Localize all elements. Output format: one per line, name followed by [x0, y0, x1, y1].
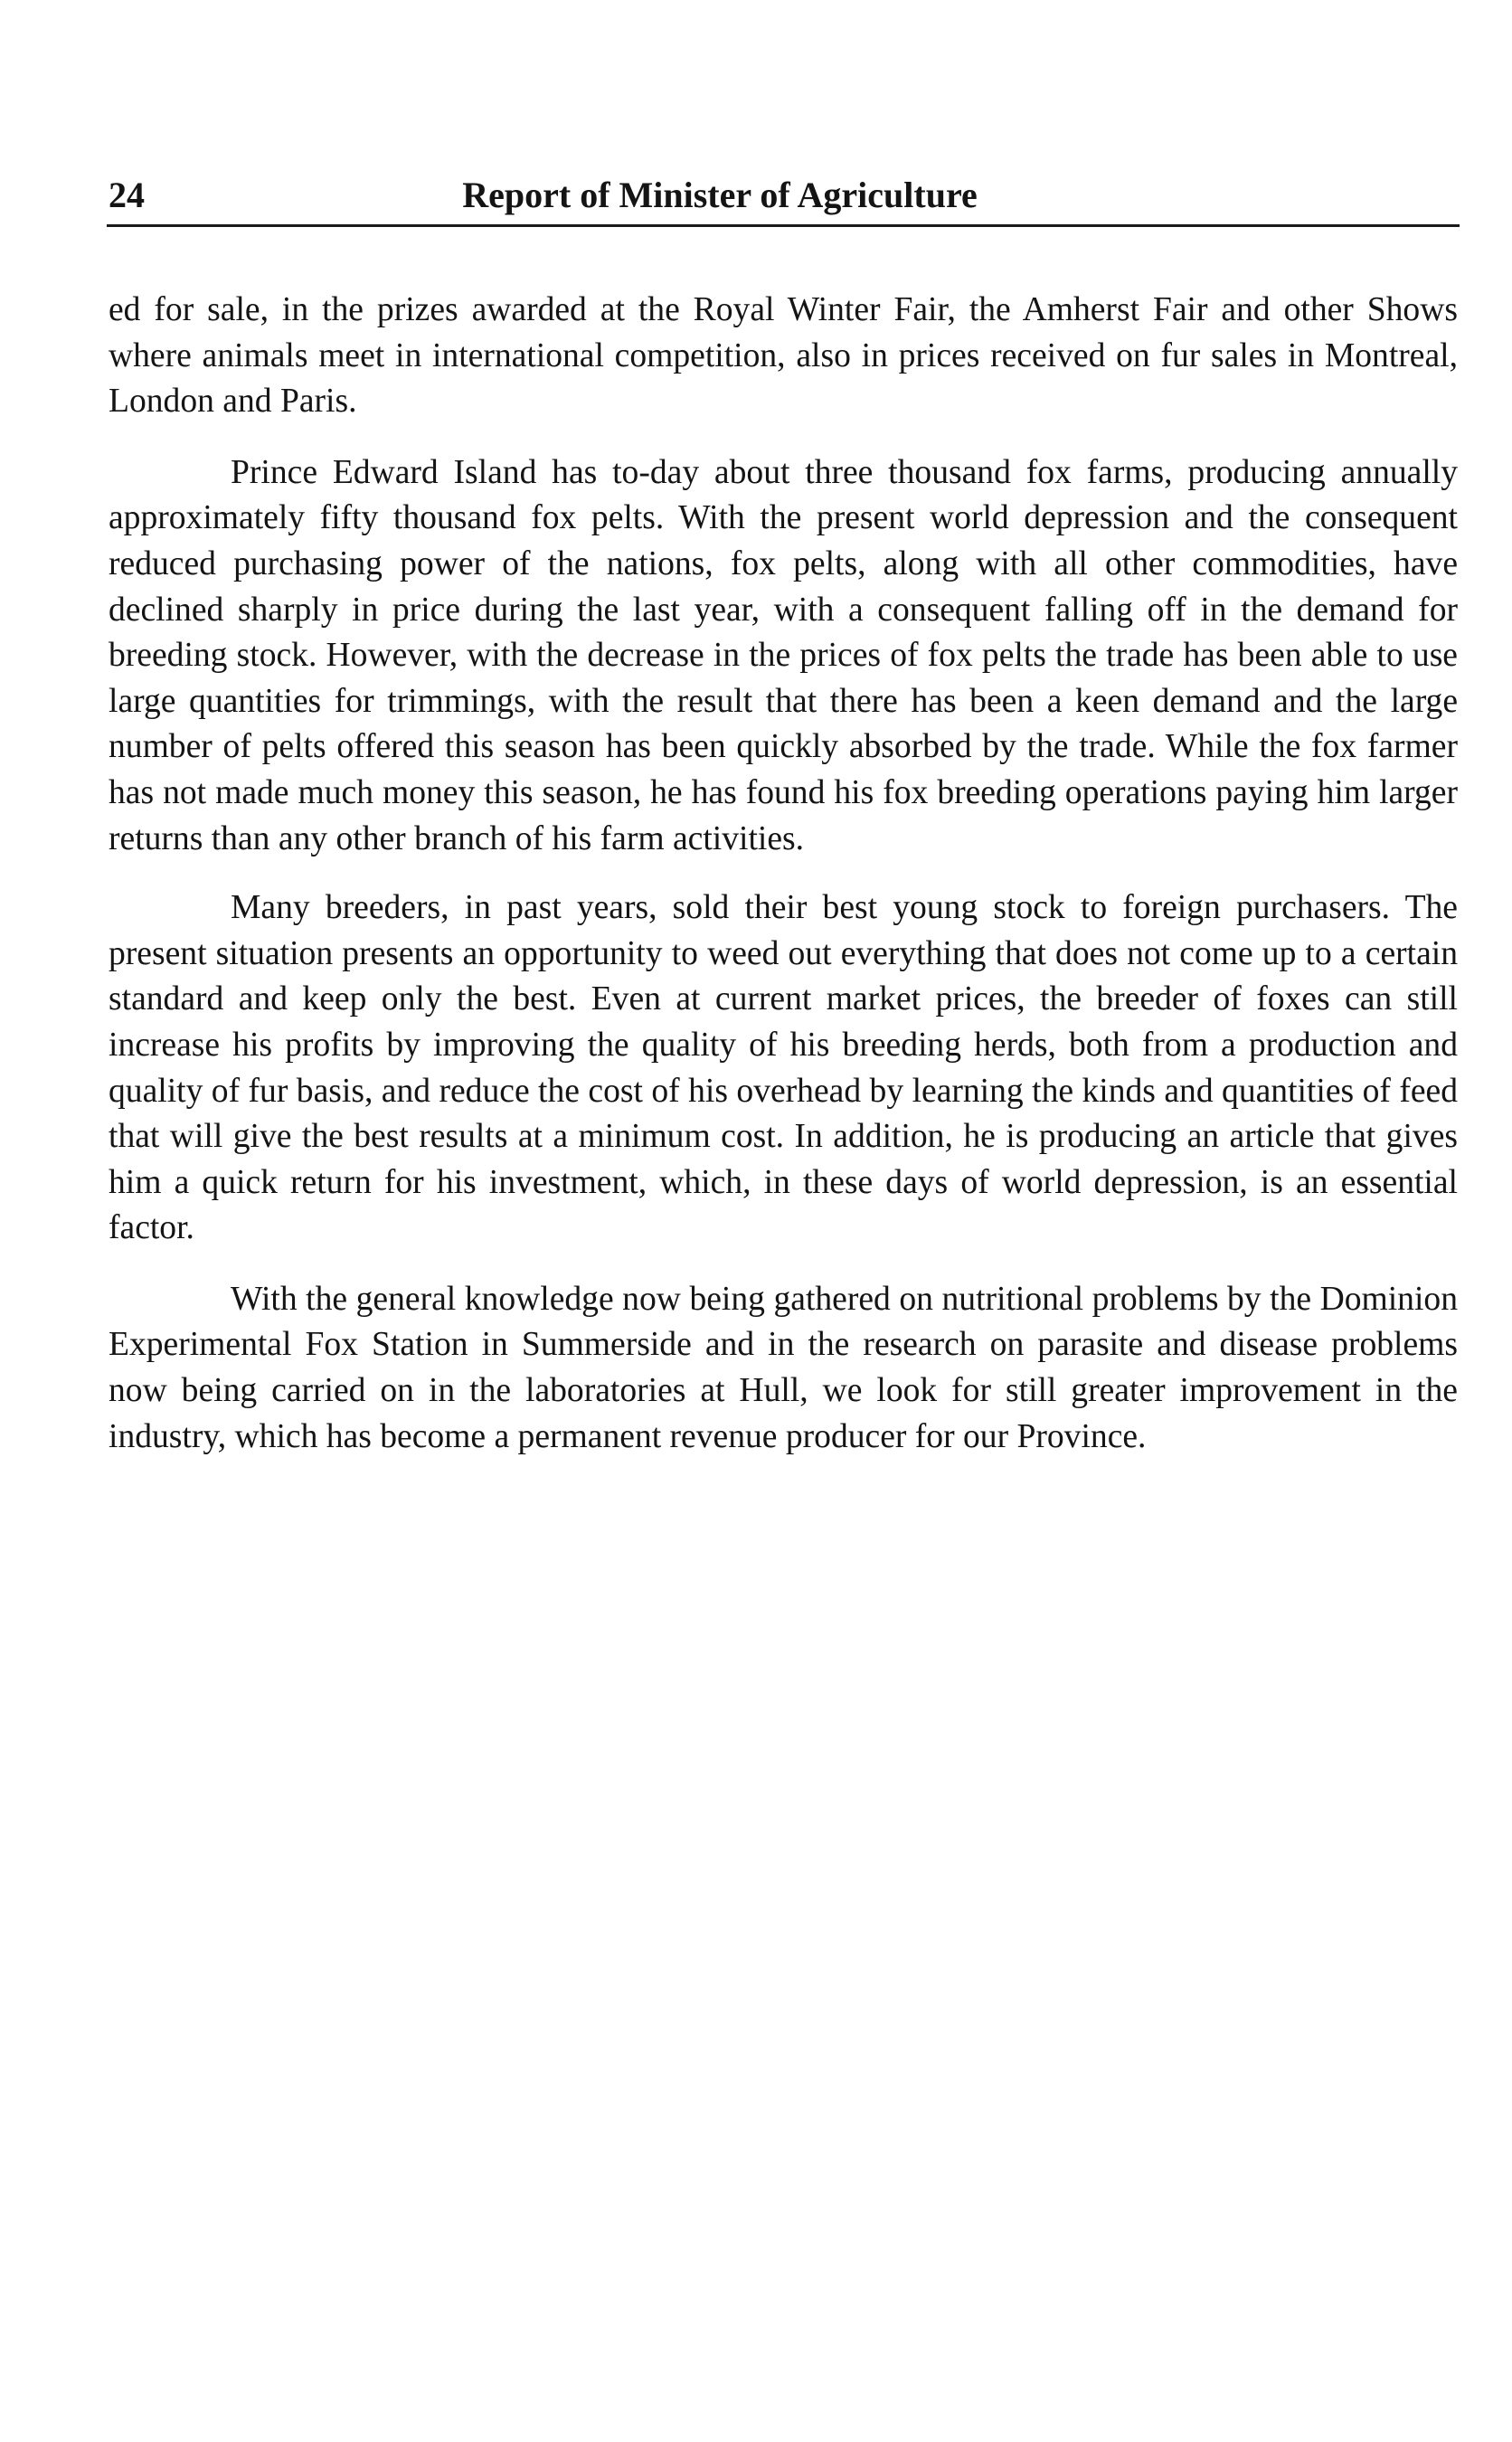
- paragraph-continued: ed for sale, in the prizes awarded at the Royal Winter Fair, the Amherst Fair and other Shows where animals meet in international competition, also in prices received on fur sales in Montreal, London and Paris.: [109, 291, 1458, 421]
- page-number: 24: [109, 175, 145, 215]
- paragraph-breeders: Many breeders, in past years, sold their best young stock to foreign purchasers. The present situation presents an opportunity to weed out everything that does not come up to a certain standard and keep only the best. Even at current market prices, the breeder of foxes can still increase his profits by improving the quality of his breeding herds, both from a production and quality of fur basis, and reduce the cost of his overhead by learning the kinds and quantities of feed that will give the best results at a minimum cost. In addition, he is producing an article that gives him a quick return for his investment, which, in these days of world depression, is an essential factor.: [109, 889, 1458, 1247]
- paragraph-research: With the general knowledge now being gathered on nutritional problems by the Dominion Experimental Fox Station in Summerside and in the research on parasite and disease problems now being carried on in the laboratories at Hull, we look for still greater improvement in the industry, which has become a permanent revenue producer for our Province.: [109, 1280, 1458, 1455]
- body-text: [109, 288, 1458, 1483]
- page-header: [107, 166, 1460, 227]
- paragraph-fox-farms: Prince Edward Island has to-day about three thousand fox farms, producing annually approximately fifty thousand fox pelts. With the present world depression and the consequent reduced purchasing power of the nations, fox pelts, along with all other commodities, have declined sharply in price during the last year, with a consequent falling off in the demand for breeding stock. However, with the decrease in the prices of fox pelts the trade has been able to use large quantities for trimmings, with the result that there has been a keen demand and the large number of pelts offered this season has been quickly absorbed by the trade. While the fox farmer has not made much money this season, he has found his fox breeding operations paying him larger returns than any other branch of his farm activities.: [109, 453, 1458, 857]
- running-head: Report of Minister of Agriculture: [462, 175, 978, 215]
